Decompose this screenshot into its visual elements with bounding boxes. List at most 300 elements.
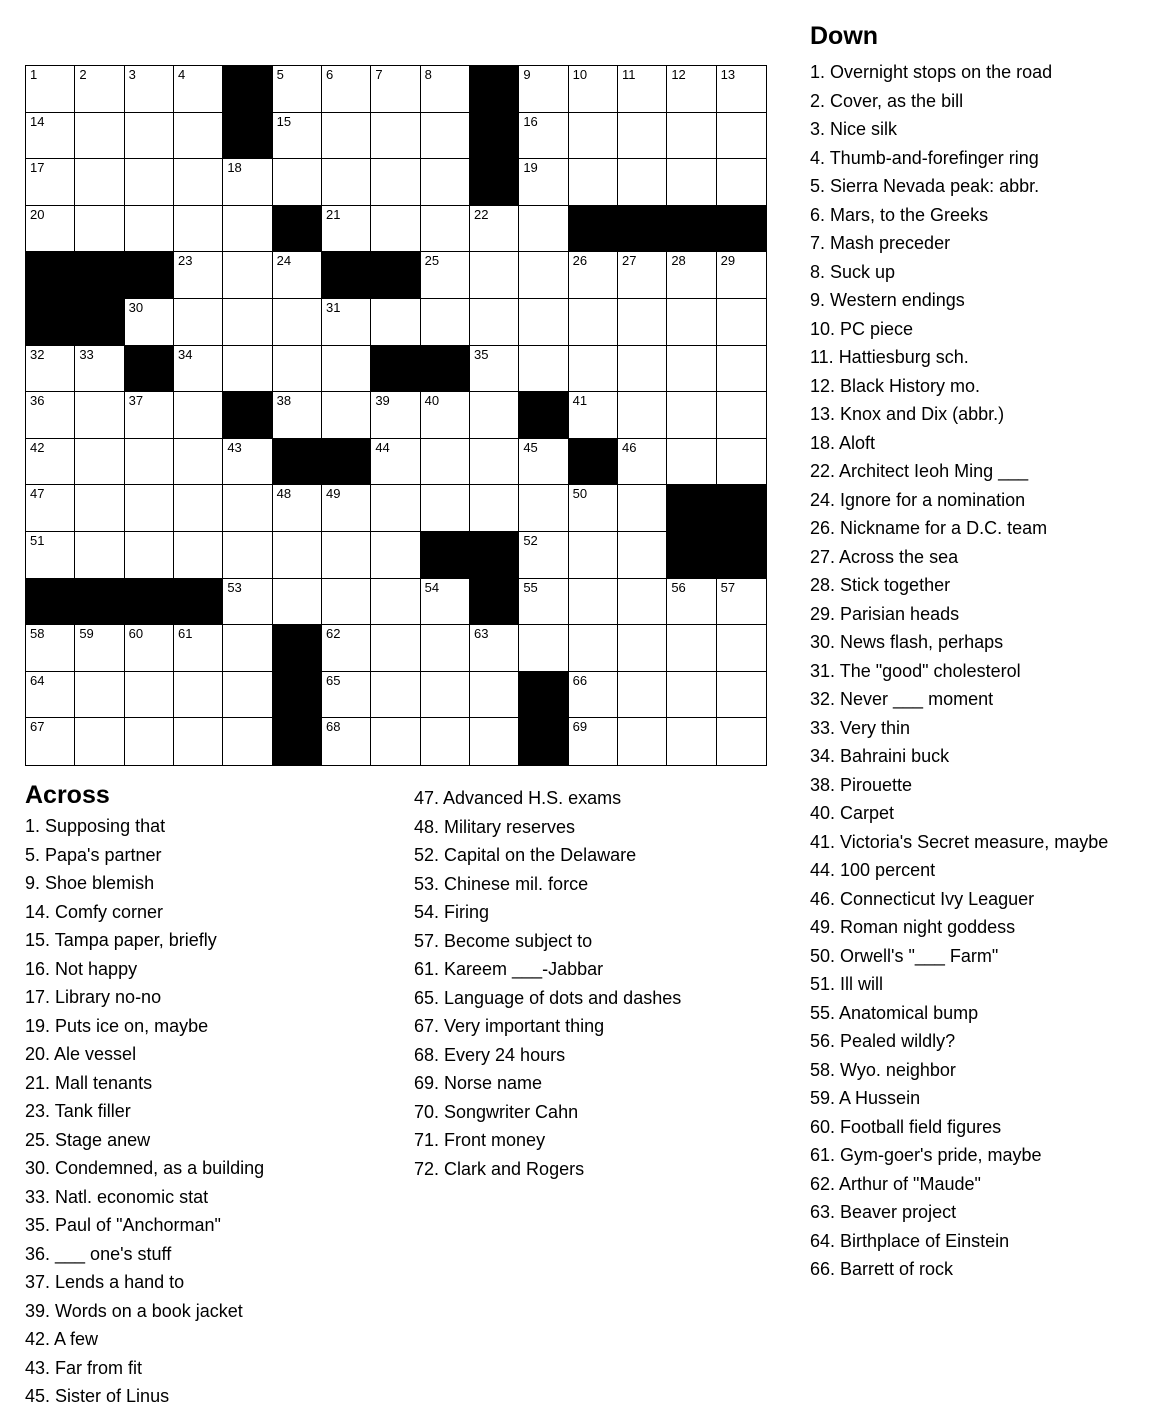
grid-cell bbox=[470, 159, 519, 206]
grid-cell[interactable] bbox=[125, 392, 174, 439]
clue-number: 1 bbox=[30, 67, 38, 82]
grid-cell[interactable] bbox=[223, 672, 272, 719]
grid-cell[interactable] bbox=[174, 392, 223, 439]
grid-cell[interactable] bbox=[26, 113, 75, 160]
clue-item: 54. Firing bbox=[414, 902, 490, 922]
grid-cell[interactable] bbox=[470, 206, 519, 253]
clue-item: 63. Beaver project bbox=[810, 1202, 957, 1222]
grid-cell[interactable] bbox=[618, 579, 667, 626]
grid-cell[interactable] bbox=[26, 439, 75, 486]
clue-item: 27. Across the sea bbox=[810, 546, 959, 567]
grid-cell[interactable] bbox=[371, 113, 420, 160]
clue-item: 22. Architect Ieoh Ming ___ bbox=[810, 461, 1029, 481]
clue-item: 59. A Hussein bbox=[810, 1088, 921, 1108]
grid-cell[interactable] bbox=[371, 439, 420, 486]
grid-cell bbox=[174, 579, 223, 626]
clue-item: 18. Aloft bbox=[810, 432, 876, 453]
clue-item: 30. Condemned, as a building bbox=[25, 1158, 265, 1178]
clue-item: 31. The "good" cholesterol bbox=[810, 660, 1021, 681]
clue-number: 50 bbox=[572, 486, 588, 502]
clue-number: 43 bbox=[227, 439, 242, 455]
clue-item: 4. Thumb-and-forefinger ring bbox=[810, 147, 1039, 168]
clue-number: 9 bbox=[523, 67, 531, 82]
grid-cell[interactable] bbox=[174, 252, 223, 299]
clue-number: 59 bbox=[79, 626, 94, 642]
grid-cell[interactable] bbox=[569, 485, 618, 532]
clue-item: 46. Connecticut Ivy Leaguer bbox=[810, 888, 1035, 909]
grid-cell[interactable] bbox=[421, 206, 470, 253]
clue-item: 36. ___ one's stuff bbox=[25, 1243, 172, 1264]
grid-cell[interactable] bbox=[519, 66, 568, 113]
clue-item: 45. Sister of Linus bbox=[25, 1386, 170, 1406]
grid-cell[interactable] bbox=[322, 159, 371, 206]
grid-cell[interactable] bbox=[569, 113, 618, 160]
grid-cell bbox=[273, 439, 322, 486]
grid-cell[interactable] bbox=[470, 672, 519, 719]
grid-cell[interactable] bbox=[75, 66, 124, 113]
grid-cell[interactable] bbox=[569, 392, 618, 439]
grid-cell[interactable] bbox=[618, 346, 667, 393]
grid-cell[interactable] bbox=[322, 485, 371, 532]
grid-cell[interactable] bbox=[322, 625, 371, 672]
grid-cell[interactable] bbox=[322, 206, 371, 253]
clue-item: 67. Very important thing bbox=[414, 1016, 605, 1036]
grid-cell[interactable] bbox=[26, 485, 75, 532]
grid-cell[interactable] bbox=[717, 625, 766, 672]
clue-item: 9. Shoe blemish bbox=[25, 873, 155, 893]
grid-cell bbox=[26, 579, 75, 626]
grid-cell[interactable] bbox=[667, 252, 716, 299]
grid-cell[interactable] bbox=[125, 299, 174, 346]
grid-cell[interactable] bbox=[519, 579, 568, 626]
grid-cell[interactable] bbox=[667, 346, 716, 393]
clue-item: 68. Every 24 hours bbox=[414, 1044, 566, 1065]
grid-cell[interactable] bbox=[125, 113, 174, 160]
grid-cell[interactable] bbox=[273, 159, 322, 206]
grid-cell[interactable] bbox=[717, 718, 766, 765]
grid-cell[interactable] bbox=[174, 159, 223, 206]
clue-item: 34. Bahraini buck bbox=[810, 746, 950, 766]
clue-item: 17. Library no-no bbox=[25, 987, 162, 1007]
grid-cell[interactable] bbox=[174, 625, 223, 672]
grid-cell[interactable] bbox=[717, 113, 766, 160]
clue-item: 50. Orwell's "___ Farm" bbox=[810, 945, 999, 966]
grid-cell bbox=[519, 718, 568, 765]
grid-cell bbox=[75, 299, 124, 346]
grid-cell bbox=[717, 206, 766, 253]
grid-cell[interactable] bbox=[519, 252, 568, 299]
grid-cell[interactable] bbox=[223, 625, 272, 672]
clue-number: 67 bbox=[30, 719, 45, 735]
grid-cell[interactable] bbox=[717, 159, 766, 206]
grid-cell[interactable] bbox=[717, 66, 766, 113]
grid-cell[interactable] bbox=[174, 718, 223, 765]
grid-cell[interactable] bbox=[569, 532, 618, 579]
clue-number: 60 bbox=[128, 626, 144, 642]
clue-item: 37. Lends a hand to bbox=[25, 1272, 185, 1292]
grid-cell[interactable] bbox=[75, 346, 124, 393]
grid-cell[interactable] bbox=[26, 532, 75, 579]
grid-cell[interactable] bbox=[75, 113, 124, 160]
clue-number: 68 bbox=[325, 719, 341, 735]
grid-cell[interactable] bbox=[421, 579, 470, 626]
clue-number: 20 bbox=[30, 206, 45, 222]
grid-cell[interactable] bbox=[470, 392, 519, 439]
grid-cell[interactable] bbox=[174, 672, 223, 719]
grid-cell[interactable] bbox=[322, 579, 371, 626]
grid-cell bbox=[371, 252, 420, 299]
grid-cell[interactable] bbox=[717, 299, 766, 346]
clue-number: 46 bbox=[621, 439, 637, 455]
clue-item: 35. Paul of "Anchorman" bbox=[25, 1215, 221, 1235]
grid-cell[interactable] bbox=[371, 485, 420, 532]
grid-cell[interactable] bbox=[75, 485, 124, 532]
grid-cell[interactable] bbox=[470, 625, 519, 672]
grid-cell[interactable] bbox=[667, 672, 716, 719]
grid-cell[interactable] bbox=[470, 346, 519, 393]
grid-cell[interactable] bbox=[717, 579, 766, 626]
grid-cell[interactable] bbox=[569, 66, 618, 113]
clue-number: 31 bbox=[325, 299, 341, 315]
grid-cell[interactable] bbox=[223, 206, 272, 253]
grid-cell[interactable] bbox=[273, 579, 322, 626]
grid-cell[interactable] bbox=[717, 439, 766, 486]
grid-cell[interactable] bbox=[75, 625, 124, 672]
clue-number: 36 bbox=[30, 393, 45, 409]
grid-cell[interactable] bbox=[470, 439, 519, 486]
grid-cell[interactable] bbox=[273, 485, 322, 532]
grid-cell[interactable] bbox=[273, 299, 322, 346]
across-clue-list-1 bbox=[25, 812, 264, 1411]
clue-number: 26 bbox=[572, 253, 588, 269]
grid-cell[interactable] bbox=[717, 346, 766, 393]
grid-cell[interactable] bbox=[223, 532, 272, 579]
clue-number: 65 bbox=[325, 672, 341, 688]
grid-cell[interactable] bbox=[125, 206, 174, 253]
crossword-grid bbox=[25, 65, 767, 766]
grid-cell[interactable] bbox=[125, 439, 174, 486]
grid-cell[interactable] bbox=[174, 346, 223, 393]
clue-item: 64. Birthplace of Einstein bbox=[810, 1230, 1010, 1251]
grid-cell[interactable] bbox=[75, 439, 124, 486]
grid-cell[interactable] bbox=[174, 299, 223, 346]
grid-cell[interactable] bbox=[26, 392, 75, 439]
grid-cell[interactable] bbox=[519, 625, 568, 672]
grid-cell[interactable] bbox=[470, 718, 519, 765]
grid-cell bbox=[519, 392, 568, 439]
grid-cell bbox=[717, 532, 766, 579]
grid-cell[interactable] bbox=[421, 113, 470, 160]
grid-cell bbox=[667, 485, 716, 532]
clue-number: 6 bbox=[325, 67, 334, 82]
grid-cell[interactable] bbox=[322, 66, 371, 113]
grid-cell[interactable] bbox=[26, 159, 75, 206]
grid-cell[interactable] bbox=[470, 252, 519, 299]
clue-number: 15 bbox=[276, 113, 292, 129]
grid-cell bbox=[421, 346, 470, 393]
grid-cell[interactable] bbox=[273, 66, 322, 113]
clue-number: 12 bbox=[671, 67, 686, 82]
grid-cell[interactable] bbox=[371, 159, 420, 206]
grid-cell bbox=[223, 66, 272, 113]
grid-cell[interactable] bbox=[618, 625, 667, 672]
clue-item: 1. Supposing that bbox=[25, 816, 166, 836]
grid-cell[interactable] bbox=[569, 625, 618, 672]
clue-item: 3. Nice silk bbox=[810, 119, 898, 139]
grid-cell[interactable] bbox=[371, 718, 420, 765]
grid-cell[interactable] bbox=[273, 113, 322, 160]
clue-item: 6. Mars, to the Greeks bbox=[810, 204, 989, 225]
grid-cell[interactable] bbox=[125, 532, 174, 579]
grid-cell[interactable] bbox=[667, 159, 716, 206]
clue-number: 38 bbox=[276, 393, 292, 409]
grid-cell[interactable] bbox=[75, 718, 124, 765]
grid-cell[interactable] bbox=[667, 299, 716, 346]
grid-cell bbox=[470, 113, 519, 160]
grid-cell[interactable] bbox=[273, 252, 322, 299]
clue-number: 23 bbox=[177, 253, 193, 269]
grid-cell[interactable] bbox=[421, 299, 470, 346]
grid-cell bbox=[717, 485, 766, 532]
clue-number: 28 bbox=[671, 253, 686, 269]
clue-item: 57. Become subject to bbox=[414, 930, 593, 951]
grid-cell[interactable] bbox=[421, 392, 470, 439]
grid-cell[interactable] bbox=[322, 299, 371, 346]
clue-item: 10. PC piece bbox=[810, 318, 914, 339]
grid-cell[interactable] bbox=[322, 392, 371, 439]
grid-cell[interactable] bbox=[421, 439, 470, 486]
clue-item: 61. Gym-goer's pride, maybe bbox=[810, 1145, 1042, 1165]
grid-cell[interactable] bbox=[717, 252, 766, 299]
clue-item: 24. Ignore for a nomination bbox=[810, 489, 1026, 510]
grid-cell[interactable] bbox=[421, 159, 470, 206]
clue-number: 39 bbox=[375, 393, 390, 409]
grid-cell[interactable] bbox=[223, 346, 272, 393]
grid-cell[interactable] bbox=[371, 625, 420, 672]
grid-cell[interactable] bbox=[371, 66, 420, 113]
grid-cell[interactable] bbox=[371, 579, 420, 626]
grid-cell[interactable] bbox=[371, 532, 420, 579]
grid-cell[interactable] bbox=[273, 532, 322, 579]
grid-cell[interactable] bbox=[519, 439, 568, 486]
clue-number: 40 bbox=[424, 393, 440, 409]
clue-item: 33. Natl. economic stat bbox=[25, 1186, 209, 1207]
clue-number: 17 bbox=[30, 160, 45, 176]
clue-item: 53. Chinese mil. force bbox=[414, 873, 589, 894]
grid-cell[interactable] bbox=[519, 532, 568, 579]
grid-cell bbox=[569, 439, 618, 486]
grid-cell[interactable] bbox=[174, 532, 223, 579]
grid-cell[interactable] bbox=[667, 392, 716, 439]
grid-cell[interactable] bbox=[421, 485, 470, 532]
clue-item: 39. Words on a book jacket bbox=[25, 1300, 243, 1321]
grid-cell[interactable] bbox=[371, 392, 420, 439]
grid-cell[interactable] bbox=[667, 718, 716, 765]
grid-cell[interactable] bbox=[75, 159, 124, 206]
grid-cell[interactable] bbox=[322, 718, 371, 765]
clue-item: 16. Not happy bbox=[25, 958, 138, 979]
grid-cell[interactable] bbox=[371, 672, 420, 719]
grid-cell[interactable] bbox=[618, 672, 667, 719]
grid-cell[interactable] bbox=[125, 485, 174, 532]
clue-number: 21 bbox=[325, 206, 341, 222]
grid-cell[interactable] bbox=[618, 299, 667, 346]
grid-cell bbox=[470, 532, 519, 579]
clue-item: 49. Roman night goddess bbox=[810, 917, 1016, 937]
clue-number: 10 bbox=[572, 67, 588, 82]
grid-cell[interactable] bbox=[223, 718, 272, 765]
grid-cell[interactable] bbox=[519, 206, 568, 253]
grid-cell[interactable] bbox=[174, 206, 223, 253]
grid-cell[interactable] bbox=[421, 252, 470, 299]
grid-cell bbox=[569, 206, 618, 253]
grid-cell[interactable] bbox=[618, 66, 667, 113]
clue-item: 14. Comfy corner bbox=[25, 901, 164, 922]
clue-item: 52. Capital on the Delaware bbox=[414, 845, 637, 865]
grid-cell[interactable] bbox=[667, 579, 716, 626]
grid-cell[interactable] bbox=[618, 392, 667, 439]
grid-cell bbox=[75, 252, 124, 299]
clue-number: 51 bbox=[30, 532, 45, 548]
clue-item: 60. Football field figures bbox=[810, 1116, 1002, 1137]
clue-item: 23. Tank filler bbox=[25, 1101, 131, 1121]
grid-cell[interactable] bbox=[174, 485, 223, 532]
grid-cell[interactable] bbox=[667, 113, 716, 160]
clue-number: 56 bbox=[671, 579, 686, 595]
grid-cell[interactable] bbox=[569, 579, 618, 626]
grid-cell[interactable] bbox=[618, 159, 667, 206]
grid-cell[interactable] bbox=[26, 625, 75, 672]
clue-item: 40. Carpet bbox=[810, 803, 895, 823]
grid-cell[interactable] bbox=[569, 252, 618, 299]
grid-cell[interactable] bbox=[75, 672, 124, 719]
clue-item: 43. Far from fit bbox=[25, 1357, 143, 1378]
grid-cell[interactable] bbox=[26, 66, 75, 113]
clue-number: 29 bbox=[720, 253, 736, 269]
clue-number: 64 bbox=[30, 672, 45, 688]
grid-cell[interactable] bbox=[125, 159, 174, 206]
clue-number: 30 bbox=[128, 299, 144, 315]
grid-cell[interactable] bbox=[174, 113, 223, 160]
grid-cell[interactable] bbox=[618, 532, 667, 579]
grid-cell[interactable] bbox=[519, 346, 568, 393]
clue-item: 5. Sierra Nevada peak: abbr. bbox=[810, 176, 1040, 196]
clue-number: 5 bbox=[276, 67, 284, 82]
grid-cell[interactable] bbox=[421, 672, 470, 719]
grid-cell[interactable] bbox=[26, 206, 75, 253]
grid-cell[interactable] bbox=[519, 159, 568, 206]
grid-cell[interactable] bbox=[470, 299, 519, 346]
grid-cell bbox=[273, 672, 322, 719]
grid-cell bbox=[125, 252, 174, 299]
grid-cell[interactable] bbox=[421, 718, 470, 765]
grid-cell[interactable] bbox=[618, 718, 667, 765]
grid-cell[interactable] bbox=[618, 485, 667, 532]
clue-item: 48. Military reserves bbox=[414, 816, 576, 837]
grid-cell[interactable] bbox=[421, 66, 470, 113]
grid-cell[interactable] bbox=[26, 672, 75, 719]
grid-cell[interactable] bbox=[569, 159, 618, 206]
grid-cell[interactable] bbox=[569, 718, 618, 765]
grid-cell[interactable] bbox=[667, 439, 716, 486]
clue-item: 44. 100 percent bbox=[810, 860, 936, 880]
grid-cell[interactable] bbox=[618, 439, 667, 486]
grid-cell[interactable] bbox=[569, 299, 618, 346]
grid-cell[interactable] bbox=[273, 346, 322, 393]
clue-item: 12. Black History mo. bbox=[810, 375, 981, 396]
clue-item: 71. Front money bbox=[414, 1130, 546, 1150]
grid-cell[interactable] bbox=[273, 392, 322, 439]
clue-number: 63 bbox=[473, 626, 489, 642]
grid-cell[interactable] bbox=[569, 672, 618, 719]
clue-number: 47 bbox=[30, 486, 45, 502]
grid-cell[interactable] bbox=[223, 579, 272, 626]
grid-cell[interactable] bbox=[125, 718, 174, 765]
grid-cell[interactable] bbox=[470, 485, 519, 532]
clue-number: 32 bbox=[30, 346, 45, 362]
grid-cell[interactable] bbox=[26, 718, 75, 765]
grid-cell[interactable] bbox=[322, 672, 371, 719]
grid-cell[interactable] bbox=[223, 485, 272, 532]
clue-number: 58 bbox=[30, 626, 45, 642]
grid-cell[interactable] bbox=[618, 113, 667, 160]
grid-cell[interactable] bbox=[322, 113, 371, 160]
clue-item: 72. Clark and Rogers bbox=[414, 1158, 585, 1179]
clue-number: 44 bbox=[375, 439, 390, 455]
grid-cell[interactable] bbox=[322, 346, 371, 393]
grid-cell[interactable] bbox=[519, 299, 568, 346]
grid-cell[interactable] bbox=[223, 299, 272, 346]
grid-cell[interactable] bbox=[667, 625, 716, 672]
grid-cell[interactable] bbox=[26, 346, 75, 393]
grid-cell[interactable] bbox=[125, 672, 174, 719]
grid-cell bbox=[667, 532, 716, 579]
grid-cell[interactable] bbox=[223, 439, 272, 486]
grid-cell[interactable] bbox=[125, 625, 174, 672]
grid-cell[interactable] bbox=[421, 625, 470, 672]
grid-cell[interactable] bbox=[174, 66, 223, 113]
clue-number: 45 bbox=[523, 439, 538, 455]
grid-cell[interactable] bbox=[717, 392, 766, 439]
grid-cell[interactable] bbox=[519, 485, 568, 532]
grid-cell[interactable] bbox=[125, 66, 174, 113]
clue-number: 69 bbox=[572, 719, 588, 735]
down-clue-list bbox=[810, 58, 1108, 1284]
clue-number: 61 bbox=[177, 626, 193, 642]
clue-item: 32. Never ___ moment bbox=[810, 689, 994, 709]
grid-cell[interactable] bbox=[667, 66, 716, 113]
grid-cell[interactable] bbox=[75, 532, 124, 579]
clue-number: 19 bbox=[523, 160, 538, 176]
grid-cell[interactable] bbox=[371, 206, 420, 253]
clue-number: 25 bbox=[424, 253, 440, 269]
grid-cell[interactable] bbox=[223, 252, 272, 299]
grid-cell[interactable] bbox=[371, 299, 420, 346]
grid-cell[interactable] bbox=[174, 439, 223, 486]
grid-cell[interactable] bbox=[519, 113, 568, 160]
grid-cell[interactable] bbox=[322, 532, 371, 579]
grid-cell[interactable] bbox=[223, 159, 272, 206]
clue-number: 14 bbox=[30, 113, 45, 129]
clue-number: 48 bbox=[276, 486, 292, 502]
grid-cell[interactable] bbox=[717, 672, 766, 719]
grid-cell[interactable] bbox=[569, 346, 618, 393]
clue-item: 1. Overnight stops on the road bbox=[810, 62, 1053, 82]
grid-cell[interactable] bbox=[75, 206, 124, 253]
grid-cell[interactable] bbox=[75, 392, 124, 439]
grid-cell bbox=[322, 439, 371, 486]
grid-cell[interactable] bbox=[618, 252, 667, 299]
